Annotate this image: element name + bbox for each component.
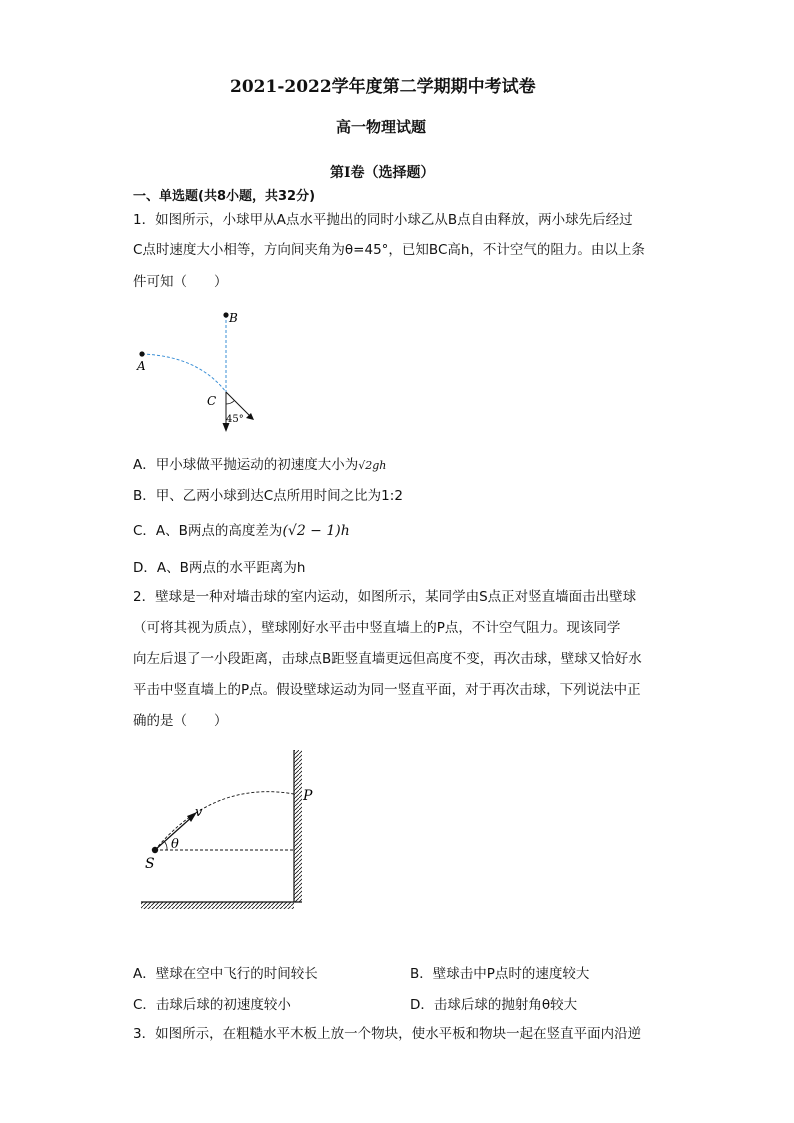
q2-line-1: 2．壁球是一种对墙击球的室内运动，如图所示，某同学由S点正对竖直墙面击出壁球 — [133, 589, 637, 605]
q1-point-b — [223, 312, 228, 317]
q2-label-s: S — [145, 856, 155, 872]
q2-label-v: v — [195, 805, 203, 820]
q1-option-c — [133, 519, 350, 539]
q1-option-a-text: A．甲小球做平抛运动的初速度大小为 — [133, 457, 359, 473]
q1-option-b: B．甲、乙两小球到达C点所用时间之比为1:2 — [133, 488, 403, 504]
q2-label-theta: θ — [171, 837, 179, 852]
exam-title: 2021-2022学年度第二学期期中考试卷 — [230, 77, 536, 97]
q1-label-c: C — [207, 394, 217, 408]
q2-figure — [135, 742, 320, 912]
q1-trajectory — [142, 354, 226, 392]
q1-line-2: C点时速度大小相等，方向间夹角为θ=45°，已知BC高h，不计空气的阻力。由以上条 — [133, 242, 645, 258]
q2-option-d: D．击球后球的抛射角θ较大 — [410, 997, 578, 1013]
volume-heading: 第I卷（选择题） — [330, 165, 435, 181]
q2-ground-hatch — [141, 902, 294, 909]
q2-option-a: A．壁球在空中飞行的时间较长 — [133, 966, 318, 982]
q2-wall-hatch — [294, 750, 302, 902]
q1-angle-label: 45° — [226, 414, 244, 425]
q1-line-1: 1．如图所示，小球甲从A点水平抛出的同时小球乙从B点自由释放，两小球先后经过 — [133, 212, 633, 228]
q1-angle-arc — [226, 401, 235, 405]
q2-option-c: C．击球后球的初速度较小 — [133, 997, 291, 1013]
q1-line-3: 件可知（ ） — [133, 274, 228, 290]
q1-label-a: A — [137, 359, 146, 373]
q2-line-4: 平击中竖直墙上的P点。假设壁球运动为同一竖直平面，对于再次击球，下列说法中正 — [133, 682, 641, 698]
q2-line-2: （可将其视为质点），壁球刚好水平击中竖直墙上的P点，不计空气阻力。现该同学 — [133, 620, 621, 636]
q2-label-p: P — [303, 788, 313, 804]
exam-subtitle: 高一物理试题 — [336, 118, 427, 136]
q1-figure — [130, 302, 270, 442]
q3-line-1: 3．如图所示，在粗糙水平木板上放一个物块，使水平板和物块一起在竖直平面内沿逆 — [133, 1026, 642, 1042]
q1-point-a — [139, 351, 144, 356]
q1-option-d: D．A、B两点的水平距离为h — [133, 560, 306, 576]
q1-arrowhead-diag — [246, 413, 254, 420]
q2-option-b: B．壁球击中P点时的速度较大 — [410, 966, 590, 982]
q2-angle-arc — [164, 841, 167, 850]
q1-option-a-formula: √2gh — [358, 459, 387, 472]
q2-line-3: 向左后退了一小段距离，击球点B距竖直墙更远但高度不变，再次击球，壁球又恰好水 — [133, 651, 642, 667]
q1-option-a — [133, 453, 386, 473]
section-heading: 一、单选题(共8小题，共32分) — [133, 189, 316, 204]
q2-ball — [152, 847, 158, 853]
q2-line-5: 确的是（ ） — [133, 713, 228, 729]
q1-option-c-text: C．A、B两点的高度差为 — [133, 523, 283, 539]
q1-option-c-formula: (√2 − 1)h — [282, 523, 350, 539]
q1-label-b: B — [229, 311, 238, 325]
